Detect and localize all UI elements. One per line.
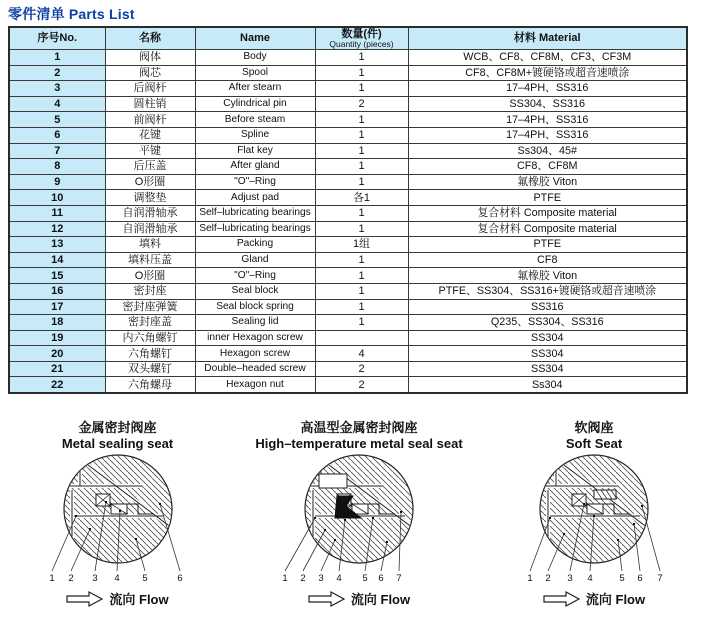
cell-no: 12 [9, 221, 105, 237]
cell-cn: 自润滑轴承 [105, 221, 195, 237]
cell-en: Gland [195, 252, 315, 268]
cell-no: 15 [9, 268, 105, 284]
flow-label: 流向 Flow [109, 592, 169, 607]
diagram-title-cn: 金属密封阀座 [78, 420, 157, 435]
seal-seat-cross-section [484, 454, 704, 586]
cell-no: 2 [9, 65, 105, 81]
cell-no: 8 [9, 159, 105, 175]
cell-qty: 1 [315, 127, 408, 143]
cell-no: 3 [9, 81, 105, 97]
flow-label: 流向 Flow [585, 592, 646, 607]
cell-no: 10 [9, 190, 105, 206]
cell-qty: 1组 [315, 237, 408, 253]
table-row [9, 361, 687, 377]
cell-qty: 各1 [315, 190, 408, 206]
cell-no: 19 [9, 330, 105, 346]
leader-line [642, 506, 660, 571]
flow-direction [66, 589, 168, 608]
cell-mat: CF8 [408, 252, 687, 268]
cell-cn: 花键 [105, 127, 195, 143]
leader-line [530, 518, 550, 571]
cell-mat: CF8、CF8M [408, 159, 687, 175]
cell-qty: 2 [315, 377, 408, 393]
diagram-title-cn: 高温型金属密封阀座 [300, 420, 418, 435]
part-number-label: 2 [67, 573, 74, 584]
cell-mat: PTFE、SS304、SS316+镀硬铬或超音速喷涂 [408, 283, 687, 299]
col-header-quantity [315, 27, 408, 50]
flow-label: 流向 Flow [350, 592, 411, 607]
seal-seat-cross-section [8, 454, 228, 586]
cell-no: 21 [9, 361, 105, 377]
part-number-label: 1 [48, 573, 55, 584]
part-number-label: 6 [378, 573, 384, 584]
part-number-label: 3 [91, 573, 98, 584]
cell-en: Double–headed screw [195, 361, 315, 377]
cell-mat: SS304 [408, 361, 687, 377]
part-number-label: 4 [113, 573, 120, 584]
cell-no: 5 [9, 112, 105, 128]
cell-en: "O"–Ring [195, 174, 315, 190]
cell-mat: 17–4PH、SS316 [408, 112, 687, 128]
flow-arrow-icon [308, 591, 346, 607]
part-number-label: 4 [587, 573, 593, 584]
cell-en: Cylindrical pin [195, 96, 315, 112]
cell-no: 20 [9, 346, 105, 362]
cell-cn: 密封座弹簧 [105, 299, 195, 315]
cell-cn: 圆柱销 [105, 96, 195, 112]
table-row [9, 112, 687, 128]
cell-qty: 2 [315, 96, 408, 112]
cell-mat: CF8、CF8M+镀硬铬或超音速喷涂 [408, 65, 687, 81]
flow-arrow-icon [66, 591, 104, 607]
table-row [9, 377, 687, 393]
cell-no: 17 [9, 299, 105, 315]
col-header-name-cn: 名称 [105, 27, 195, 50]
page-title: 零件清单 Parts List [8, 6, 135, 22]
cell-mat: WCB、CF8、CF8M、CF3、CF3M [408, 50, 687, 66]
flow-direction [543, 589, 645, 608]
table-row [9, 65, 687, 81]
quantity-header-en: Quantity (pieces) [329, 38, 394, 49]
cell-en: Flat key [195, 143, 315, 159]
cell-mat: 17–4PH、SS316 [408, 127, 687, 143]
table-row [9, 221, 687, 237]
col-header-name-en: Name [195, 27, 315, 50]
cell-qty: 4 [315, 346, 408, 362]
part-number-label: 1 [527, 573, 533, 584]
cell-no: 11 [9, 205, 105, 221]
cell-no: 6 [9, 127, 105, 143]
part-number-label: 2 [545, 573, 551, 584]
cell-cn: 密封座 [105, 283, 195, 299]
quantity-header-cn: 数量(件) [341, 27, 382, 40]
cell-en: Spool [195, 65, 315, 81]
cell-en: Spline [195, 127, 315, 143]
cell-qty: 1 [315, 315, 408, 331]
diagram-soft-seat [483, 420, 705, 608]
table-row [9, 237, 687, 253]
cell-mat: SS304、SS316 [408, 96, 687, 112]
cell-en: Seal block [195, 283, 315, 299]
seal-seat-cross-section [249, 454, 469, 586]
cell-qty: 1 [315, 174, 408, 190]
cell-cn: 填料 [105, 237, 195, 253]
cell-qty: 1 [315, 159, 408, 175]
part-number-label: 6 [637, 573, 643, 584]
cell-en: After stearn [195, 81, 315, 97]
cell-qty: 1 [315, 283, 408, 299]
cell-mat: SS304 [408, 346, 687, 362]
cell-no: 16 [9, 283, 105, 299]
cell-cn: 内六角螺钉 [105, 330, 195, 346]
cell-no: 1 [9, 50, 105, 66]
table-row [9, 159, 687, 175]
seat-diagrams-section [0, 420, 705, 608]
cell-cn: 前阀杆 [105, 112, 195, 128]
cell-qty: 1 [315, 299, 408, 315]
table-row [9, 143, 687, 159]
cell-en: Before steam [195, 112, 315, 128]
part-number-label: 5 [362, 573, 368, 584]
cell-mat: SS316 [408, 299, 687, 315]
cell-mat: Ss304、45# [408, 143, 687, 159]
cell-qty [315, 330, 408, 346]
table-row [9, 252, 687, 268]
cell-mat: 氟橡胶 Viton [408, 268, 687, 284]
table-row [9, 205, 687, 221]
cell-en: Self–lubricating bearings [195, 205, 315, 221]
cell-en: Hexagon screw [195, 346, 315, 362]
cell-qty: 1 [315, 81, 408, 97]
cell-cn: 调整垫 [105, 190, 195, 206]
part-number-label: 4 [336, 573, 342, 584]
diagram-title-cn: 软阀座 [574, 420, 614, 435]
cell-cn: O形圈 [105, 268, 195, 284]
table-row [9, 50, 687, 66]
cell-cn: 密封座盖 [105, 315, 195, 331]
cell-mat: Q235、SS304、SS316 [408, 315, 687, 331]
cell-cn: 填料压盖 [105, 252, 195, 268]
cell-en: Packing [195, 237, 315, 253]
part-number-label: 5 [619, 573, 625, 584]
cell-cn: 平键 [105, 143, 195, 159]
parts-list-table [8, 26, 688, 394]
cell-en: Hexagon nut [195, 377, 315, 393]
cell-qty: 1 [315, 143, 408, 159]
cell-en: Seal block spring [195, 299, 315, 315]
cell-no: 22 [9, 377, 105, 393]
diagram-high-temp-seat [235, 420, 483, 608]
col-header-material: 材料 Material [408, 27, 687, 50]
cell-no: 4 [9, 96, 105, 112]
part-number-label: 7 [396, 573, 402, 584]
cell-qty: 1 [315, 252, 408, 268]
cell-cn: 自润滑轴承 [105, 205, 195, 221]
col-header-no: 序号No. [9, 27, 105, 50]
table-row [9, 299, 687, 315]
flow-direction [308, 589, 410, 608]
part-number-label: 2 [300, 573, 306, 584]
cell-cn: 后阀杆 [105, 81, 195, 97]
cell-mat: 17–4PH、SS316 [408, 81, 687, 97]
part-number-label: 1 [282, 573, 288, 584]
table-row [9, 346, 687, 362]
cell-mat: 氟橡胶 Viton [408, 174, 687, 190]
diagram-metal-seat [0, 420, 235, 608]
flow-arrow-icon [543, 591, 581, 607]
cell-qty: 1 [315, 50, 408, 66]
part-number-label: 5 [141, 573, 148, 584]
leader-line [285, 518, 315, 571]
cell-en: inner Hexagon screw [195, 330, 315, 346]
table-row [9, 190, 687, 206]
leader-line [52, 516, 76, 571]
cell-no: 13 [9, 237, 105, 253]
cell-qty: 1 [315, 268, 408, 284]
cell-en: Self–lubricating bearings [195, 221, 315, 237]
part-number-label: 3 [318, 573, 324, 584]
cell-cn: 双头螺钉 [105, 361, 195, 377]
diagram-title-en: Metal sealing seat [61, 436, 174, 451]
cell-en: Adjust pad [195, 190, 315, 206]
cell-no: 9 [9, 174, 105, 190]
table-row [9, 81, 687, 97]
part-number-label: 6 [176, 573, 183, 584]
cell-cn: 六角螺母 [105, 377, 195, 393]
cell-qty: 1 [315, 65, 408, 81]
cell-mat: PTFE [408, 190, 687, 206]
cell-cn: 阀体 [105, 50, 195, 66]
table-row [9, 283, 687, 299]
cell-qty: 1 [315, 112, 408, 128]
cell-mat: PTFE [408, 237, 687, 253]
cell-en: "O"–Ring [195, 268, 315, 284]
cell-qty: 1 [315, 221, 408, 237]
cell-en: Sealing lid [195, 315, 315, 331]
cell-qty: 1 [315, 205, 408, 221]
cell-en: Body [195, 50, 315, 66]
cell-mat: SS304 [408, 330, 687, 346]
diagram-title-en: High–temperature metal seal seat [255, 436, 463, 451]
cell-cn: 后压盖 [105, 159, 195, 175]
cell-cn: 阀芯 [105, 65, 195, 81]
diagram-title-en: Soft Seat [565, 436, 623, 451]
cell-qty: 2 [315, 361, 408, 377]
cell-mat: 复合材料 Composite material [408, 221, 687, 237]
cell-no: 18 [9, 315, 105, 331]
part-number-label: 7 [657, 573, 663, 584]
part-number-label: 3 [567, 573, 573, 584]
cell-mat: Ss304 [408, 377, 687, 393]
cell-cn: 六角螺钉 [105, 346, 195, 362]
cell-en: After gland [195, 159, 315, 175]
table-row [9, 127, 687, 143]
table-row [9, 315, 687, 331]
table-row [9, 330, 687, 346]
cell-no: 7 [9, 143, 105, 159]
cell-cn: O形圈 [105, 174, 195, 190]
cell-mat: 复合材料 Composite material [408, 205, 687, 221]
table-row [9, 174, 687, 190]
table-header-row [9, 27, 687, 50]
cell-no: 14 [9, 252, 105, 268]
table-row [9, 268, 687, 284]
table-row [9, 96, 687, 112]
